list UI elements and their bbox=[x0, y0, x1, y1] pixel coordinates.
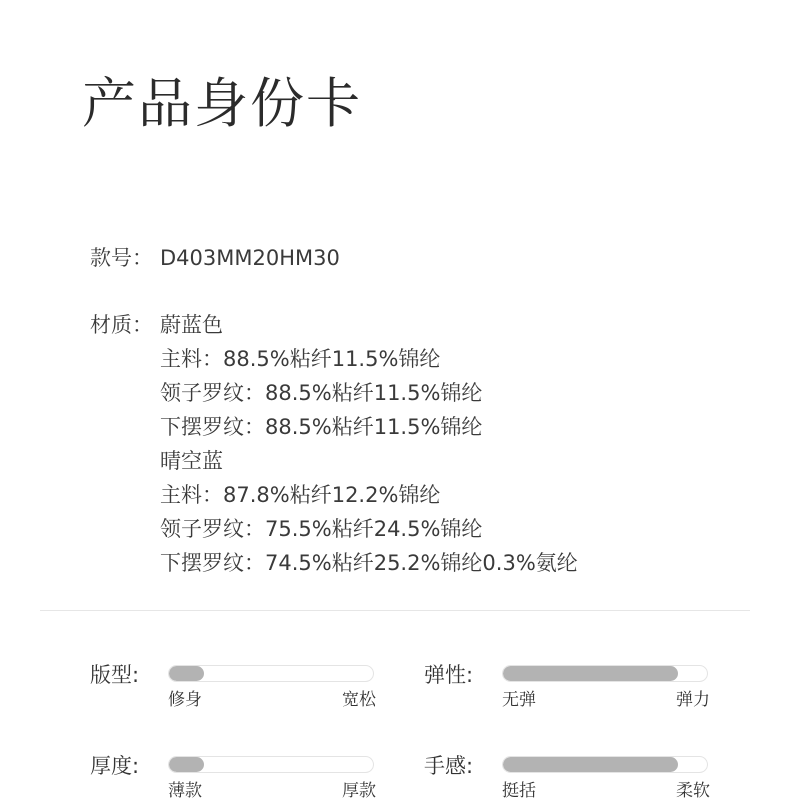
scale-min-label: 修身 bbox=[168, 690, 202, 710]
attribute-fit bbox=[90, 661, 380, 721]
attribute-scale-fill bbox=[169, 666, 204, 681]
attribute-scale-track bbox=[168, 756, 374, 773]
page-title: 产品身份卡 bbox=[82, 72, 362, 135]
attribute-label: 厚度: bbox=[90, 754, 140, 778]
attribute-label: 版型: bbox=[90, 663, 140, 687]
scale-max-label: 宽松 bbox=[342, 690, 376, 710]
scale-max-label: 厚款 bbox=[342, 781, 376, 801]
attribute-scale-track bbox=[502, 665, 708, 682]
attribute-scale-track bbox=[502, 756, 708, 773]
material-color-name: 晴空蓝 bbox=[160, 449, 223, 473]
attribute-scale-fill bbox=[503, 757, 678, 772]
material-line: 下摆罗纹：88.5%粘纤11.5%锦纶 bbox=[160, 415, 483, 439]
material-line: 领子罗纹：88.5%粘纤11.5%锦纶 bbox=[160, 381, 483, 405]
style-number-label: 款号： bbox=[90, 246, 153, 270]
attribute-label: 手感: bbox=[424, 754, 474, 778]
material-label: 材质： bbox=[90, 313, 153, 337]
attribute-scale-fill bbox=[503, 666, 678, 681]
attribute-scale-fill bbox=[169, 757, 204, 772]
section-divider bbox=[40, 610, 750, 611]
attribute-elasticity bbox=[424, 661, 714, 721]
material-line: 领子罗纹：75.5%粘纤24.5%锦纶 bbox=[160, 517, 483, 541]
attribute-scale-track bbox=[168, 665, 374, 682]
material-section bbox=[90, 308, 578, 580]
scale-min-label: 挺括 bbox=[502, 781, 536, 801]
material-color-name: 蔚蓝色 bbox=[160, 313, 223, 337]
attribute-hand-feel bbox=[424, 752, 714, 812]
attribute-thickness bbox=[90, 752, 380, 812]
attribute-label: 弹性: bbox=[424, 663, 474, 687]
material-line: 主料：87.8%粘纤12.2%锦纶 bbox=[160, 483, 441, 507]
material-line: 下摆罗纹：74.5%粘纤25.2%锦纶0.3%氨纶 bbox=[160, 551, 578, 575]
scale-min-label: 无弹 bbox=[502, 690, 536, 710]
scale-max-label: 弹力 bbox=[676, 690, 710, 710]
style-number bbox=[90, 241, 340, 275]
material-line: 主料：88.5%粘纤11.5%锦纶 bbox=[160, 347, 441, 371]
style-number-value: D403MM20HM30 bbox=[160, 246, 340, 270]
scale-min-label: 薄款 bbox=[168, 781, 202, 801]
scale-max-label: 柔软 bbox=[676, 781, 710, 801]
